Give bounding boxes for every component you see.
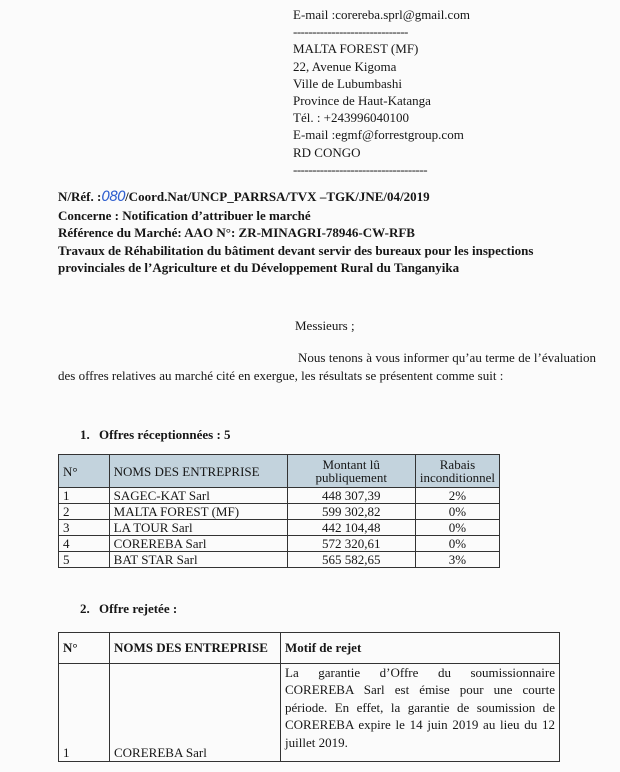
recipient-address-block [293, 6, 470, 178]
recipient-company: MALTA FOREST (MF) [293, 41, 419, 57]
works-description-line-1: Travaux de Réhabilitation du bâtiment devant servir des bureaux pour les inspections [58, 242, 534, 258]
market-reference: Référence du Marché: AAO N°: ZR-MINAGRI-78946-CW-RFB [58, 225, 415, 240]
sender-email: E-mail :corereba.sprl@gmail.com [293, 7, 470, 22]
intro-paragraph: Nous tenons à vous informer qu’au terme de l’évaluation des offres relatives au marché cité en exergue, les résultats se présentent comme suit : [58, 350, 596, 383]
table-row: 2 MALTA FOREST (MF) 599 302,82 0% [59, 504, 500, 520]
table-row: 4 CORERЕBA Sarl 572 320,61 0% [59, 536, 500, 552]
table-header-row [59, 455, 500, 488]
recipient-email: E-mail :egmf@forrestgroup.com [293, 127, 464, 143]
reference-block [58, 188, 598, 277]
section-1-heading: 1. Offres réceptionnées : 5 [80, 427, 231, 442]
rejection-reason: La garantie d’Offre du soumissionnaire CORERЕBA Sarl est émise pour une courte période. En effet, la garantie de soumission de CORERЕBA expire le 14 juin 2019 au lieu du 12 juillet 2019. [281, 664, 560, 762]
recipient-city: Ville de Lubumbashi [293, 75, 402, 91]
handwritten-number: 080 [101, 189, 126, 205]
received-offers-table [58, 454, 500, 568]
reference-number: N/Réf. :080/Coord.Nat/UNCP_PARRSA/TVX –TGK/JNE/04/2019 [58, 189, 430, 205]
subject-line: Concerne : Notification d’attribuer le marché [58, 207, 311, 223]
recipient-street: 22, Avenue Kigoma [293, 58, 397, 74]
column-header-discount: Rabais inconditionnel [415, 455, 499, 488]
column-header-rejection-reason: Motif de rejet [281, 633, 560, 664]
column-header-company: NOMS DES ENTREPRISE [110, 633, 281, 664]
recipient-province: Province de Haut-Katanga [293, 93, 431, 109]
table-row: 3 LA TOUR Sarl 442 104,48 0% [59, 520, 500, 536]
table-row: 1 SAGEC-KAT Sarl 448 307,39 2% [59, 488, 500, 504]
column-header-number: N° [59, 455, 110, 488]
recipient-phone: Tél. : +243996040100 [293, 110, 410, 126]
table-row: 5 BAT STAR Sarl 565 582,65 3% [59, 552, 500, 568]
recipient-country: RD CONGO [293, 144, 361, 160]
table-header-row [59, 633, 560, 664]
separator-line: ------------------------------ [293, 24, 408, 40]
table-row: 1 CORERЕBA Sarl La garantie d’Offre du soumissionnaire CORERЕBA Sarl est émise pour une courte période. En effet, la garantie de soumission de CORERЕBA expire le 14 juin 2019 au lieu du 12 juillet 2019. [59, 664, 560, 762]
works-description-line-2: provinciales de l’Agriculture et du Développement Rural du Tanganyika [58, 260, 460, 275]
salutation: Messieurs ; [295, 318, 355, 333]
column-header-number: N° [59, 633, 110, 664]
section-2-heading: 2. Offre rejetée : [80, 601, 178, 616]
separator-line: ----------------------------------- [293, 161, 428, 177]
rejected-offers-table [58, 632, 560, 762]
column-header-amount: Montant lû publiquement [287, 455, 415, 488]
column-header-company: NOMS DES ENTREPRISE [109, 455, 287, 488]
